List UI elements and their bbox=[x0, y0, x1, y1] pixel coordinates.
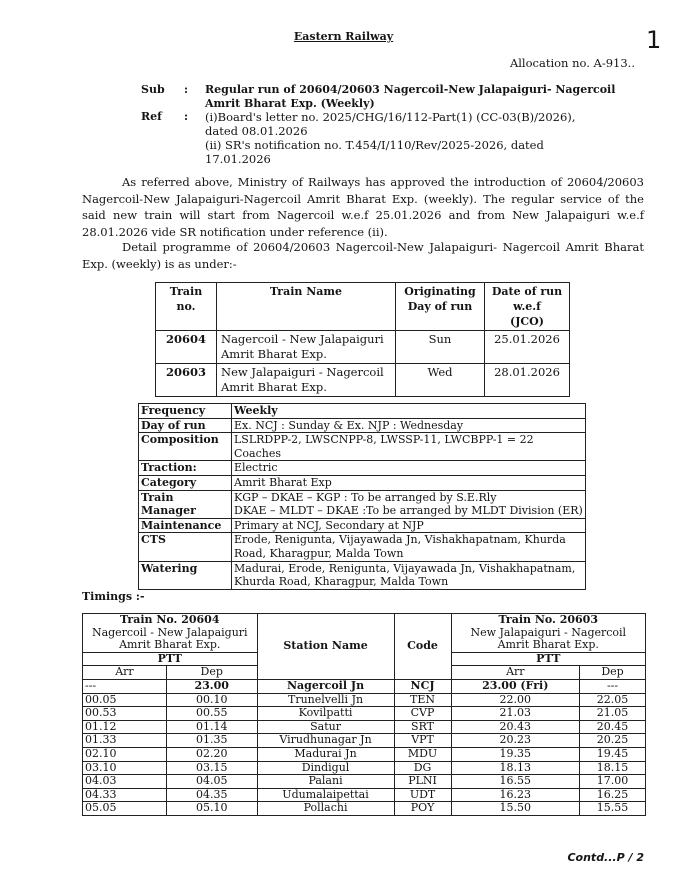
table-row: 03.10 03.15 Dindigul DG 18.13 18.15 bbox=[83, 761, 646, 775]
reference-label: Ref bbox=[141, 110, 162, 123]
detail-row: CTS Erode, Renigunta, Vijayawada Jn, Vishakhapatnam, Khurda Road, Kharagpur, Malda Town bbox=[139, 533, 586, 561]
reference-colon: : bbox=[184, 110, 189, 123]
train-table bbox=[155, 282, 570, 397]
table-row: 02.10 02.20 Madurai Jn MDU 19.35 19.45 bbox=[83, 747, 646, 761]
intro-paragraph: As referred above, Ministry of Railways has approved the introduction of 20604/20603 Nagercoil-New Jalapaiguri-Nagercoil Amrit Bharat Exp. (weekly). The regular service of the said new train will start from Nagercoil w.e.f 25.01.2026 and from New Jalapaiguri w.e.f 28.01.2026 vide SR notification under reference (ii). bbox=[82, 175, 644, 239]
subject-label: Sub bbox=[141, 83, 165, 96]
subject-text: Regular run of 20604/20603 Nagercoil-New Jalapaiguri- Nagercoil Amrit Bharat Exp. (Weekly) bbox=[205, 83, 616, 110]
reference-line: dated 08.01.2026 bbox=[205, 124, 308, 138]
table-row: 00.05 00.10 Trunelvelli Jn TEN 22.00 22.05 bbox=[83, 693, 646, 707]
detail-row: Traction: Electric bbox=[139, 461, 586, 476]
table-row: 05.05 05.10 Pollachi POY 15.50 15.55 bbox=[83, 802, 646, 816]
header-date-of-run: Date of run w.e.f (JCO) bbox=[485, 283, 570, 331]
header-origin-day: Originating Day of run bbox=[396, 283, 485, 331]
page-number: 1 bbox=[646, 26, 662, 54]
detail-paragraph: Detail programme of 20604/20603 Nagercoil-New Jalapaiguri- Nagercoil Amrit Bharat Exp. (weekly) is as under:- bbox=[82, 240, 644, 271]
station-name-header: Station Name bbox=[257, 614, 394, 680]
detail-row: Frequency Weekly bbox=[139, 404, 586, 419]
table-row: 20603 New Jalapaiguri - Nagercoil Amrit Bharat Exp. Wed 28.01.2026 bbox=[156, 364, 570, 397]
reference-text bbox=[205, 110, 605, 166]
table-row: 04.33 04.35 Udumalaipettai UDT 16.23 16.25 bbox=[83, 788, 646, 802]
code-header: Code bbox=[394, 614, 451, 680]
table-row: 04.03 04.05 Palani PLNI 16.55 17.00 bbox=[83, 775, 646, 789]
table-row: 20604 Nagercoil - New Jalapaiguri Amrit Bharat Exp. Sun 25.01.2026 bbox=[156, 331, 570, 364]
details-table bbox=[138, 403, 586, 590]
detail-row: Composition LSLRDPP-2, LWSCNPP-8, LWSSP-11, LWCBPP-1 = 22 Coaches bbox=[139, 433, 586, 461]
header-train-no: Train no. bbox=[156, 283, 217, 331]
table-row: 01.12 01.14 Satur SRT 20.43 20.45 bbox=[83, 720, 646, 734]
detail-row: Maintenance Primary at NCJ, Secondary at NJP bbox=[139, 518, 586, 533]
detail-row: Category Amrit Bharat Exp bbox=[139, 475, 586, 490]
reference-line: (i)Board's letter no. 2025/CHG/16/112-Part(1) (CC-03(B)/2026), bbox=[205, 110, 576, 124]
timings-label: Timings :- bbox=[82, 590, 145, 603]
detail-row: Train Manager KGP – DKAE – KGP : To be arranged by S.E.Rly DKAE – MLDT – DKAE :To be arranged by MLDT Division (ER) bbox=[139, 490, 586, 518]
reference-line: (ii) SR's notification no. T.454/I/110/Rev/2025-2026, dated bbox=[205, 138, 544, 152]
table-row: 01.33 01.35 Virudhunagar Jn VPT 20.23 20.25 bbox=[83, 734, 646, 748]
detail-row: Watering Madurai, Erode, Renigunta, Vijayawada Jn, Vishakhapatnam, Khurda Road, Kharagpur, Malda Town bbox=[139, 561, 586, 589]
timings-table: Train No. 20604 Nagercoil - New Jalapaiguri Amrit Bharat Exp. Station Name Code Train No. 20603 New Jalapaiguri - Nagercoil Amrit Bharat Exp. PTT PTT Arr Dep Arr Dep --- 23.00 Nagercoil Jn NCJ 23.00 (Fri) --- 00.05 00.10 Trunelvelli Jn TEN 22.00 22.05 00.53 00.55 Kovilpatti CVP 21.03 21.05 01.12 01.14 Satur SRT 20.43 20.45 01.33 01.35 Virudhunagar Jn VPT 20.23 20.25 02.10 02.20 Madurai Jn MDU 19.35 19.45 03.10 03.15 Dindigul DG 18.13 18.15 04.03 04.05 Palani PLNI 16.55 17.00 04.33 04.35 Udumalaipettai UDT 16.23 16.25 05.05 05.10 Pollachi POY 15.50 15.55 bbox=[82, 613, 646, 816]
reference-line: 17.01.2026 bbox=[205, 152, 271, 166]
allocation-number: Allocation no. A-913.. bbox=[509, 56, 635, 70]
detail-row: Day of run Ex. NCJ : Sunday & Ex. NJP : Wednesday bbox=[139, 418, 586, 433]
document-title: Eastern Railway bbox=[293, 30, 394, 43]
header-train-name: Train Name bbox=[217, 283, 396, 331]
table-row: --- 23.00 Nagercoil Jn NCJ 23.00 (Fri) --- bbox=[83, 679, 646, 693]
subject-colon: : bbox=[184, 83, 189, 96]
continued-note: Contd...P / 2 bbox=[567, 851, 644, 864]
table-row: 00.53 00.55 Kovilpatti CVP 21.03 21.05 bbox=[83, 707, 646, 721]
